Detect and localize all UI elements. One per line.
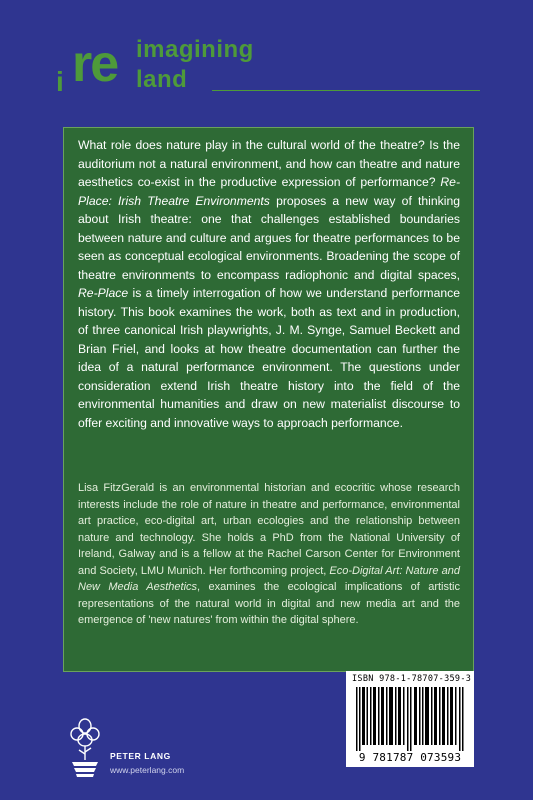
series-logo (56, 28, 486, 98)
blurb-text-3: is a timely interrogation of how we understand performance history. This book examines the work, both as text and in production, of three canonical Irish playwrights, J. M. Synge, Samuel Beckett and Brian Friel, and looks at how theatre documentation can further the idea of a natural performance environment. The questions under consideration extend Irish theatre history into the field of the environmental humanities and draw on new materialist discourse to offer exciting and innovative ways to approach performance. (78, 286, 460, 430)
description-panel (63, 127, 474, 672)
bio-text-2: , examines the ecological implications of artistic representations of the natural world in digital and new media art and the emergence of 'new natures' from within the digital sphere. (78, 581, 461, 626)
isbn-label: ISBN 978-1-78707-359-3 (352, 674, 472, 684)
blurb-text-2: proposes a new way of thinking about Irish theatre: one that challenges established boundaries between nature and culture and argues for theatre performances to be seen as conceptual ecological environments. Broadening the scope of theatre environments to encompass radiophonic and digital spaces, (78, 193, 460, 282)
logo-word-land: land (136, 66, 188, 93)
logo-letters-re: re (72, 35, 118, 93)
logo-letter-i: i (56, 66, 64, 97)
blurb-book-title: Re-Place: Irish Theatre Environments (78, 175, 460, 208)
bio-project-title: Eco-Digital Art: Nature and New Media Aesthetics (78, 564, 460, 593)
publisher-name: PETER LANG (110, 751, 171, 761)
publisher-url: www.peterlang.com (110, 765, 185, 775)
barcode-bars (356, 687, 464, 751)
publisher-logo (66, 712, 226, 782)
logo-underline (212, 90, 480, 91)
author-bio (78, 480, 460, 629)
blurb-short-title: Re-Place (78, 286, 129, 300)
isbn-barcode (346, 671, 474, 767)
isbn-digits: 9 781787 073593 (358, 751, 462, 764)
peter-lang-tree-icon (66, 716, 104, 778)
book-blurb (78, 136, 460, 432)
blurb-text-1: What role does nature play in the cultural world of the theatre? Is the auditorium not a natural environment, and how can theatre and nature aesthetics co-exist in the productive expression of performance? (78, 138, 460, 189)
logo-word-imagining: imagining (136, 36, 254, 63)
bio-text-1: Lisa FitzGerald is an environmental historian and ecocritic whose research interests include the role of nature in theatre and performance, environmental art practice, eco-digital art, urban ecologies and the relationship between nature and technology. She holds a PhD from the National University of Ireland, Galway and is a fellow at the Rachel Carson Center for Environment and Society, LMU Munich. Her forthcoming project, (78, 482, 460, 577)
